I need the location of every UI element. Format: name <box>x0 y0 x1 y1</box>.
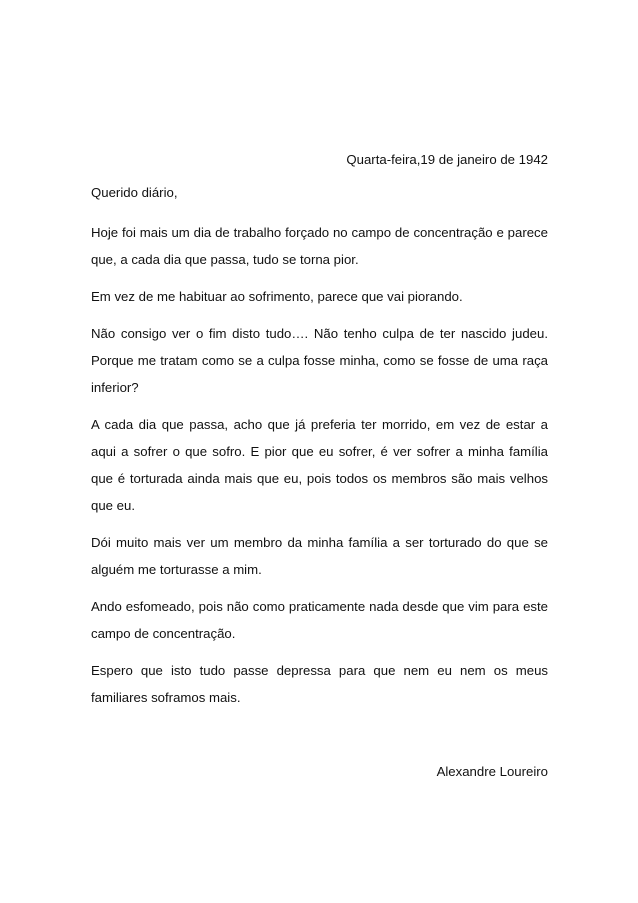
paragraph: A cada dia que passa, acho que já preferia ter morrido, em vez de estar a aqui a sofrer o que sofro. E pior que eu sofrer, é ver sofrer a minha família que é torturada ainda mais que eu, pois todos os membros são mais velhos que eu. <box>91 417 548 513</box>
paragraph: Não consigo ver o fim disto tudo…. Não tenho culpa de ter nascido judeu. Porque me tratam como se a culpa fosse minha, como se fosse de uma raça inferior? <box>91 326 548 395</box>
paragraph: Ando esfomeado, pois não como praticamente nada desde que vim para este campo de concentração. <box>91 599 548 641</box>
paragraph: Espero que isto tudo passe depressa para que nem eu nem os meus familiares soframos mais. <box>91 663 548 705</box>
letter-date: Quarta-feira,19 de janeiro de 1942 <box>346 152 548 167</box>
letter-body <box>91 219 548 721</box>
letter-signature: Alexandre Loureiro <box>436 764 548 779</box>
paragraph: Hoje foi mais um dia de trabalho forçado no campo de concentração e parece que, a cada dia que passa, tudo se torna pior. <box>91 225 548 267</box>
paragraph: Dói muito mais ver um membro da minha família a ser torturado do que se alguém me torturasse a mim. <box>91 535 548 577</box>
letter-greeting: Querido diário, <box>91 185 178 200</box>
paragraph: Em vez de me habituar ao sofrimento, parece que vai piorando. <box>91 289 463 304</box>
